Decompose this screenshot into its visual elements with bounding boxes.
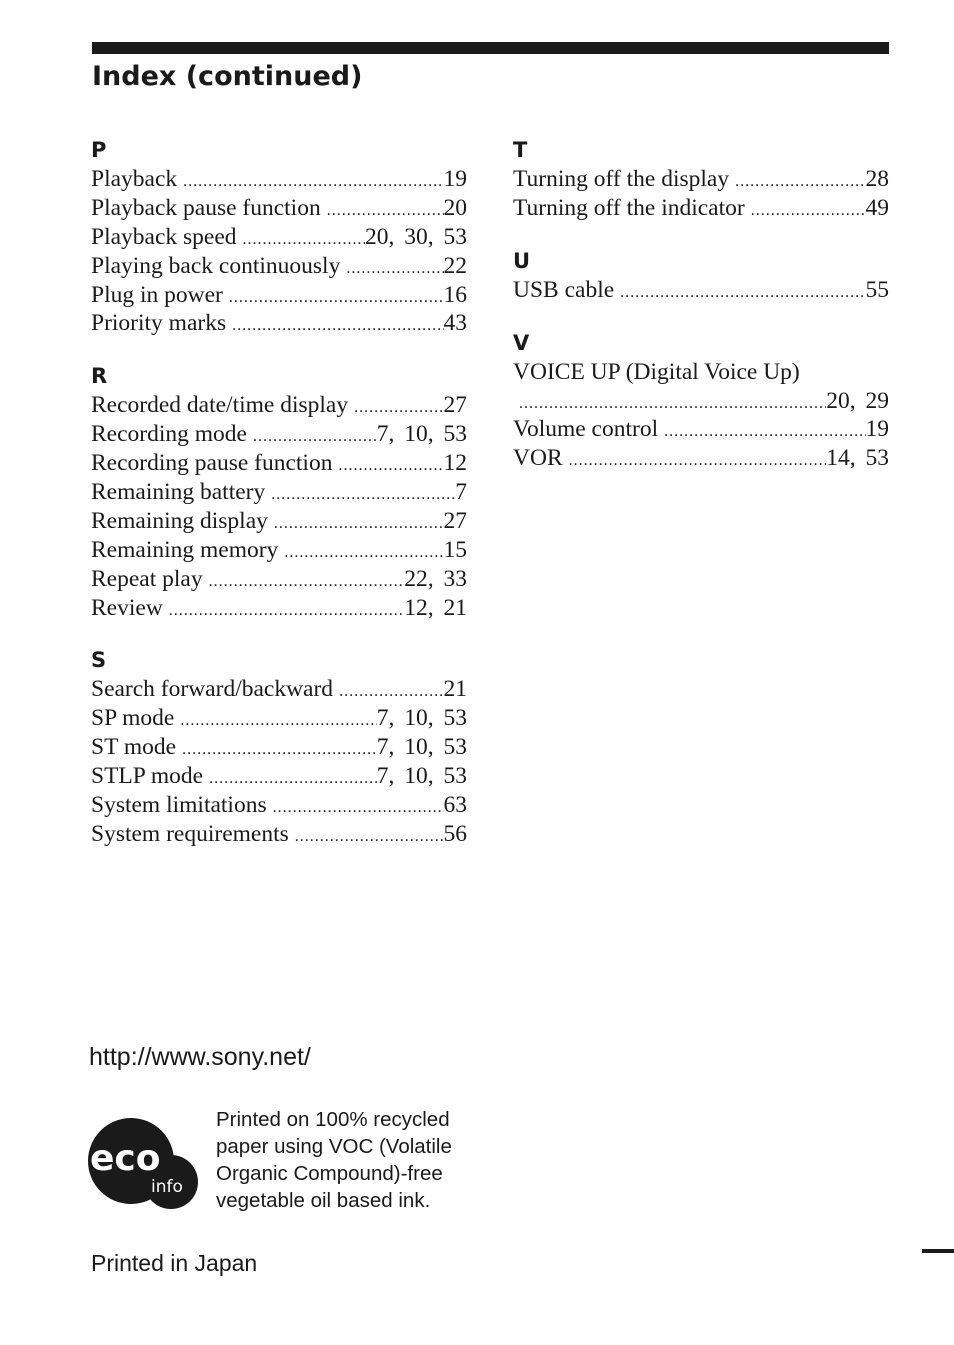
dot-leader	[333, 678, 443, 707]
index-entry-label: ST mode	[91, 734, 177, 761]
dot-leader	[265, 481, 455, 510]
index-entry	[513, 276, 889, 305]
index-entry-pages: 63	[443, 792, 467, 819]
index-entry-pages: 28	[865, 166, 889, 192]
index-entry	[513, 415, 889, 444]
index-entry-pages: 12	[443, 450, 467, 477]
index-entry-label: Turning off the indicator	[513, 194, 745, 221]
index-entry-label: System requirements	[91, 820, 289, 847]
top-rule	[92, 42, 889, 54]
index-entry-label: Search forward/backward	[91, 676, 334, 703]
index-entry-pages: 20, 29	[826, 387, 889, 414]
dot-leader	[163, 597, 404, 626]
index-entry	[91, 733, 467, 762]
index-entry	[91, 594, 467, 623]
index-entry-label: Remaining display	[91, 507, 268, 534]
index-entry-label: Volume control	[513, 416, 659, 443]
index-entry-pages: 12, 21	[404, 594, 467, 621]
index-section-s	[91, 646, 467, 848]
index-entry	[513, 165, 889, 194]
dot-leader	[745, 197, 866, 226]
dot-leader	[267, 794, 444, 823]
index-entry-label: VOR	[513, 445, 563, 472]
dot-leader	[268, 510, 444, 539]
index-entry	[91, 507, 467, 536]
index-entry-pages: 7, 10, 53	[376, 705, 467, 732]
index-section-r	[91, 362, 467, 622]
index-entry-pages: 7, 10, 53	[376, 763, 467, 790]
dot-leader	[223, 284, 444, 313]
index-entry-label: Repeat play	[91, 565, 203, 592]
index-entry	[91, 194, 467, 223]
index-entry-pages: 20, 30, 53	[365, 223, 467, 250]
dot-leader	[203, 568, 405, 597]
index-section-t	[513, 136, 889, 223]
section-letter: P	[91, 138, 107, 162]
index-entry	[91, 252, 467, 281]
index-entry-pages: 15	[443, 536, 467, 563]
dot-leader	[237, 226, 365, 255]
index-entry	[91, 309, 467, 338]
index-entry	[513, 444, 889, 473]
dot-leader	[278, 539, 443, 568]
section-letter: U	[513, 248, 531, 273]
index-entry-label: Review	[91, 594, 163, 621]
dot-leader	[174, 707, 376, 736]
dot-leader	[340, 255, 443, 284]
index-entry	[91, 449, 467, 478]
dot-leader	[614, 279, 865, 308]
page-edge-tab	[922, 1249, 954, 1253]
index-entry	[91, 820, 467, 849]
index-entry	[91, 165, 467, 194]
dot-leader	[332, 452, 443, 481]
dot-leader	[289, 823, 444, 852]
dot-leader	[321, 197, 444, 226]
section-letter: V	[513, 330, 530, 355]
index-entry-pages: 56	[443, 820, 467, 847]
index-section-u	[513, 247, 889, 305]
index-entry-pages: 7	[455, 479, 467, 506]
section-letter: S	[91, 648, 107, 673]
index-entry-label: Playback	[91, 166, 178, 192]
index-entry-pages: 22	[443, 252, 467, 279]
index-entry-label: Playback speed	[91, 223, 237, 250]
index-entry	[91, 281, 467, 310]
dot-leader	[226, 312, 443, 341]
eco-notice-line: Printed on 100% recycled	[216, 1108, 450, 1131]
index-entry	[91, 675, 467, 704]
eco-logo-sub: info	[151, 1177, 183, 1197]
index-entry-pages: 19	[443, 166, 467, 192]
eco-notice-line: paper using VOC (Volatile	[216, 1135, 452, 1158]
page-title: Index (continued)	[92, 61, 363, 92]
index-entry-pages: 43	[443, 310, 467, 337]
index-entry-label: USB cable	[513, 276, 615, 303]
index-entry-pages: 55	[865, 276, 889, 303]
eco-notice	[216, 1106, 496, 1214]
index-entry	[91, 704, 467, 733]
dot-leader	[177, 168, 443, 197]
eco-notice-line: Organic Compound)-free	[216, 1162, 443, 1185]
dot-leader	[247, 423, 377, 452]
index-entry-pages: 27	[443, 392, 467, 419]
index-entry-pages: 7, 10, 53	[376, 421, 467, 448]
section-letter: T	[513, 138, 528, 162]
index-entry-label: STLP mode	[91, 763, 204, 790]
index-entry-pages: 7, 10, 53	[376, 734, 467, 761]
index-entry-label: SP mode	[91, 705, 175, 732]
dot-leader	[729, 168, 865, 197]
dot-leader	[513, 390, 826, 419]
index-entry-label: Playing back continuously	[91, 252, 341, 279]
index-entry-label: VOICE UP (Digital Voice Up)	[513, 358, 800, 385]
index-entry-label: Remaining memory	[91, 536, 279, 563]
index-entry-pages: 14, 53	[826, 445, 889, 472]
index-entry-label: Plug in power	[91, 281, 223, 308]
index-entry-label: System limitations	[91, 792, 267, 819]
index-entry-pages: 16	[443, 281, 467, 308]
index-entry-pages: 20	[443, 194, 467, 221]
eco-logo-word: eco	[90, 1138, 161, 1179]
dot-leader	[563, 447, 827, 476]
index-entry-label: Priority marks	[91, 310, 227, 337]
index-entry	[91, 791, 467, 820]
index-entry-label: Remaining battery	[91, 479, 266, 506]
index-entry	[513, 194, 889, 223]
index-entry	[91, 536, 467, 565]
index-section-p	[91, 136, 467, 338]
dot-leader	[658, 418, 865, 447]
index-entry	[91, 565, 467, 594]
index-entry	[91, 762, 467, 791]
index-entry	[513, 387, 889, 416]
index-column-left	[91, 136, 467, 873]
dot-leader	[203, 765, 377, 794]
index-entry-pages: 22, 33	[404, 565, 467, 592]
printed-in-country: Printed in Japan	[91, 1250, 258, 1276]
index-entry	[91, 223, 467, 252]
section-letter: R	[91, 364, 108, 389]
eco-notice-line: vegetable oil based ink.	[216, 1189, 431, 1212]
index-entry	[91, 420, 467, 449]
dot-leader	[176, 736, 377, 765]
index-column-right	[513, 136, 889, 497]
index-entry-label: Recording mode	[91, 421, 247, 448]
index-entry-label: Recorded date/time display	[91, 392, 349, 419]
website-url: http://www.sony.net/	[89, 1043, 311, 1071]
index-entry-label: Turning off the display	[513, 166, 730, 192]
index-entry	[91, 391, 467, 420]
index-entry-pages: 49	[865, 194, 889, 221]
dot-leader	[348, 394, 443, 423]
index-section-v	[513, 329, 889, 474]
index-entry-label: Recording pause function	[91, 450, 333, 477]
eco-info-logo	[88, 1116, 198, 1212]
index-entry-pages: 19	[865, 416, 889, 443]
index-entry	[91, 478, 467, 507]
index-entry-pages: 21	[443, 676, 467, 703]
index-entry-label: Playback pause function	[91, 194, 321, 221]
index-entry-pages: 27	[443, 507, 467, 534]
